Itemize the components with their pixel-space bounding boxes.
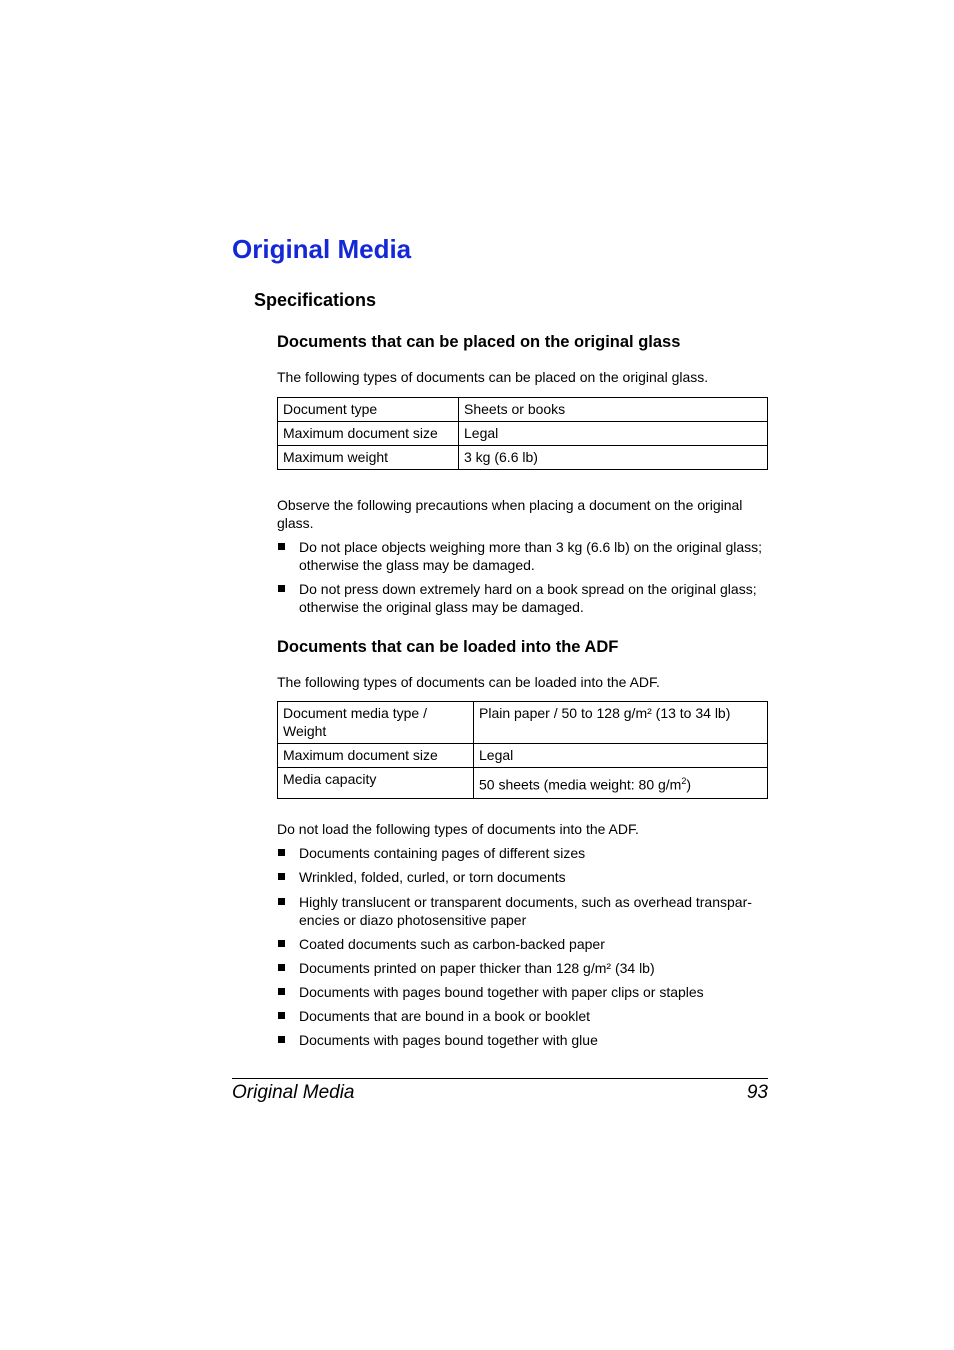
list-item	[277, 538, 768, 574]
table-cell: Maximum document size	[278, 422, 459, 446]
list-item	[277, 983, 768, 1001]
page-number: 93	[746, 1082, 768, 1103]
table-cell: Maximum weight	[278, 446, 459, 470]
table-row	[278, 446, 768, 470]
list-item-text: Coated documents such as carbon-backed paper	[299, 936, 605, 952]
adf-heading: Documents that can be loaded into the ADF	[277, 638, 619, 656]
glass-precaution-intro: Observe the following precautions when placing a document on the original glass.	[277, 497, 743, 531]
adf-not-load-intro: Do not load the following types of documents into the ADF.	[277, 821, 639, 837]
table-cell	[474, 768, 768, 799]
list-item	[277, 935, 768, 953]
section-title: Specifications	[254, 290, 377, 310]
bullet-square-icon	[278, 585, 285, 592]
table-cell: Legal	[459, 422, 768, 446]
bullet-square-icon	[278, 873, 285, 880]
table-cell: Maximum document size	[278, 744, 474, 768]
list-item	[277, 1031, 768, 1049]
table-cell: Plain paper / 50 to 128 g/m² (13 to 34 lb)	[474, 702, 768, 744]
glass-precaution-list	[277, 538, 768, 616]
list-item-text: Highly translucent or transparent documents, such as overhead transpar-encies or diazo photosensitive paper	[299, 894, 752, 928]
bullet-square-icon	[278, 1012, 285, 1019]
list-item-text: Wrinkled, folded, curled, or torn documents	[299, 869, 566, 885]
table-cell: Legal	[474, 744, 768, 768]
glass-intro: The following types of documents can be placed on the original glass.	[277, 369, 709, 385]
list-item-text: Do not press down extremely hard on a book spread on the original glass; otherwise the original glass may be damaged.	[299, 581, 757, 615]
adf-not-load-list	[277, 844, 768, 1049]
table-cell: Media capacity	[278, 768, 474, 799]
capacity-text: 50 sheets (media weight: 80 g/m	[479, 776, 682, 793]
bullet-square-icon	[278, 940, 285, 947]
table-cell: Sheets or books	[459, 398, 768, 422]
list-item	[277, 868, 768, 886]
adf-intro: The following types of documents can be loaded into the ADF.	[277, 674, 660, 690]
superscript: 2	[681, 776, 687, 786]
table-cell: Document media type / Weight	[278, 702, 474, 744]
page-title: Original Media	[232, 234, 412, 264]
list-item	[277, 1007, 768, 1025]
bullet-square-icon	[278, 964, 285, 971]
list-item-text: Documents with pages bound together with paper clips or staples	[299, 984, 704, 1000]
footer-title: Original Media	[232, 1082, 355, 1103]
bullet-square-icon	[278, 898, 285, 905]
table-row	[278, 422, 768, 446]
footer-rule	[232, 1078, 768, 1079]
list-item-text: Do not place objects weighing more than 3 kg (6.6 lb) on the original glass; otherwise the glass may be damaged.	[299, 539, 763, 573]
glass-heading: Documents that can be placed on the original glass	[277, 333, 681, 351]
bullet-square-icon	[278, 988, 285, 995]
table-cell: Document type	[278, 398, 459, 422]
list-item-text: Documents that are bound in a book or booklet	[299, 1008, 591, 1024]
table-cell: 3 kg (6.6 lb)	[459, 446, 768, 470]
capacity-text-end: )	[686, 776, 692, 793]
list-item	[277, 893, 768, 929]
list-item-text: Documents printed on paper thicker than 128 g/m² (34 lb)	[299, 960, 655, 976]
glass-spec-table	[277, 397, 768, 470]
table-row	[278, 398, 768, 422]
adf-spec-table	[277, 701, 768, 799]
table-row	[278, 702, 768, 744]
bullet-square-icon	[278, 849, 285, 856]
list-item	[277, 580, 768, 616]
table-row	[278, 744, 768, 768]
bullet-square-icon	[278, 543, 285, 550]
list-item	[277, 844, 768, 862]
table-row	[278, 768, 768, 799]
list-item-text: Documents containing pages of different sizes	[299, 845, 586, 861]
list-item	[277, 959, 768, 977]
bullet-square-icon	[278, 1036, 285, 1043]
list-item-text: Documents with pages bound together with glue	[299, 1032, 598, 1048]
